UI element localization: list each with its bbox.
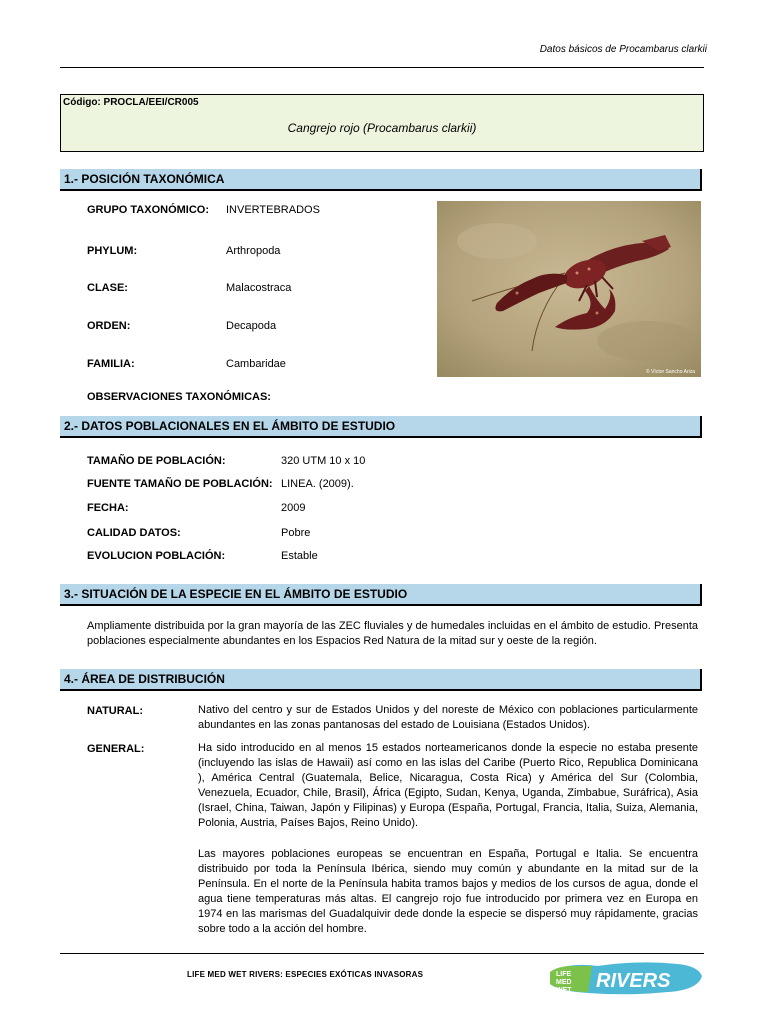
general-paragraph-1: Ha sido introducido en al menos 15 estados norteamericanos donde la especie no estaba presente (incluyendo las islas de Hawaii) así como en las islas del Caribe (Puerto Rico, Republica Dominicana ), América Central (Guatemala, Belice, Nicaragua, Costa Rica) y América del Sur (Colombia, Venezuela, Ecuador, Chile, Brasil), África (Egipto, Sudan, Kenya, Uganda, Zimbabue, Suráfrica), Asia (Israel, China, Taiwan, Japón y Filipinas) y Europa (España, Portugal, Francia, Italia, Suiza, Alemania, Polonia, Austria, Países Bajos, Reino Unido). [198,742,698,829]
species-code: Código: PROCLA/EEI/CR005 [63,97,199,108]
header-divider [60,67,704,68]
class-label: CLASE: [87,282,128,294]
section-header-situation [60,584,702,606]
life-med-wet-rivers-logo [548,958,704,998]
taxonomic-group-label: GRUPO TAXONÓMICO: [87,204,210,216]
order-value: Decapoda [226,320,277,332]
section-header-taxonomy [60,169,702,191]
family-value: Cambaridae [226,358,286,370]
phylum-label: PHYLUM: [87,245,138,257]
taxonomic-observations-label: OBSERVACIONES TAXONÓMICAS: [87,391,271,403]
date-value: 2009 [281,502,306,514]
taxonomic-group-value: INVERTEBRADOS [226,204,320,216]
section-title: 2.- DATOS POBLACIONALES EN EL ÁMBITO DE ESTUDIO [64,419,396,433]
footer-text: LIFE MED WET RIVERS: ESPECIES EXÓTICAS INVASORAS [187,970,424,979]
population-trend-value: Estable [281,550,318,562]
situation-paragraph: Ampliamente distribuida por la gran mayoría de las ZEC fluviales y de humedales incluidas en el ámbito de estudio. Presenta poblaciones especialmente abundantes en los Espacios Red Natura de la mitad sur y oeste de la región. [87,620,698,647]
order-label: ORDEN: [87,320,131,332]
footer-divider [60,953,704,954]
natural-label: NATURAL: [87,705,144,717]
section-header-population [60,416,702,438]
data-quality-value: Pobre [281,527,311,539]
section-title: 1.- POSICIÓN TAXONÓMICA [64,172,225,186]
species-name: Cangrejo rojo (Procambarus clarkii) [287,121,477,135]
crayfish-illustration [437,201,701,377]
natural-paragraph: Nativo del centro y sur de Estados Unidos y del noreste de México con poblaciones particularmente abundantes en las zonas pantanosas del estado de Louisiana (Estados Unidos). [198,704,698,731]
class-value: Malacostraca [226,282,292,294]
logo-life: LIFE [556,971,572,978]
data-quality-label: CALIDAD DATOS: [87,527,181,539]
population-size-value: 320 UTM 10 x 10 [281,455,366,467]
logo-med: MED [556,979,572,986]
phylum-value: Arthropoda [226,245,281,257]
section-title: 4.- ÁREA DE DISTRIBUCIÓN [64,672,225,686]
logo-wet: WET [556,987,572,994]
logo-rivers: RIVERS [596,970,671,992]
general-label: GENERAL: [87,743,145,755]
population-trend-label: EVOLUCION POBLACIÓN: [87,550,226,562]
crayfish-photo [437,201,701,377]
running-header: Datos básicos de Procambarus clarkii [539,44,707,55]
logo-graphic [548,958,704,998]
population-size-label: TAMAÑO DE POBLACIÓN: [87,455,226,467]
section-header-distribution [60,669,702,691]
species-box [60,94,704,152]
section-title: 3.- SITUACIÓN DE LA ESPECIE EN EL ÁMBITO DE ESTUDIO [64,587,408,601]
photo-credit: © Víctor Sancho Ariza [646,369,695,375]
population-source-label: FUENTE TAMAÑO DE POBLACIÓN: [87,478,273,490]
population-source-value: LINEA. (2009). [281,478,354,490]
general-paragraph-2: Las mayores poblaciones europeas se encuentran en España, Portugal e Italia. Se encuentra distribuido por toda la Península Ibérica, siendo muy común y abundante en la mitad sur de la Península. En el norte de la Península habita tramos bajos y medios de los cursos de agua, donde el agua tiene temperaturas más altas. El cangrejo rojo fue introducido por primera vez en Europa en 1974 en las marismas del Guadalquivir dede donde la especie se dispersó muy rápidamente, gracias sobre todo a la acción del hombre. [198,848,698,935]
family-label: FAMILIA: [87,358,135,370]
date-label: FECHA: [87,502,129,514]
